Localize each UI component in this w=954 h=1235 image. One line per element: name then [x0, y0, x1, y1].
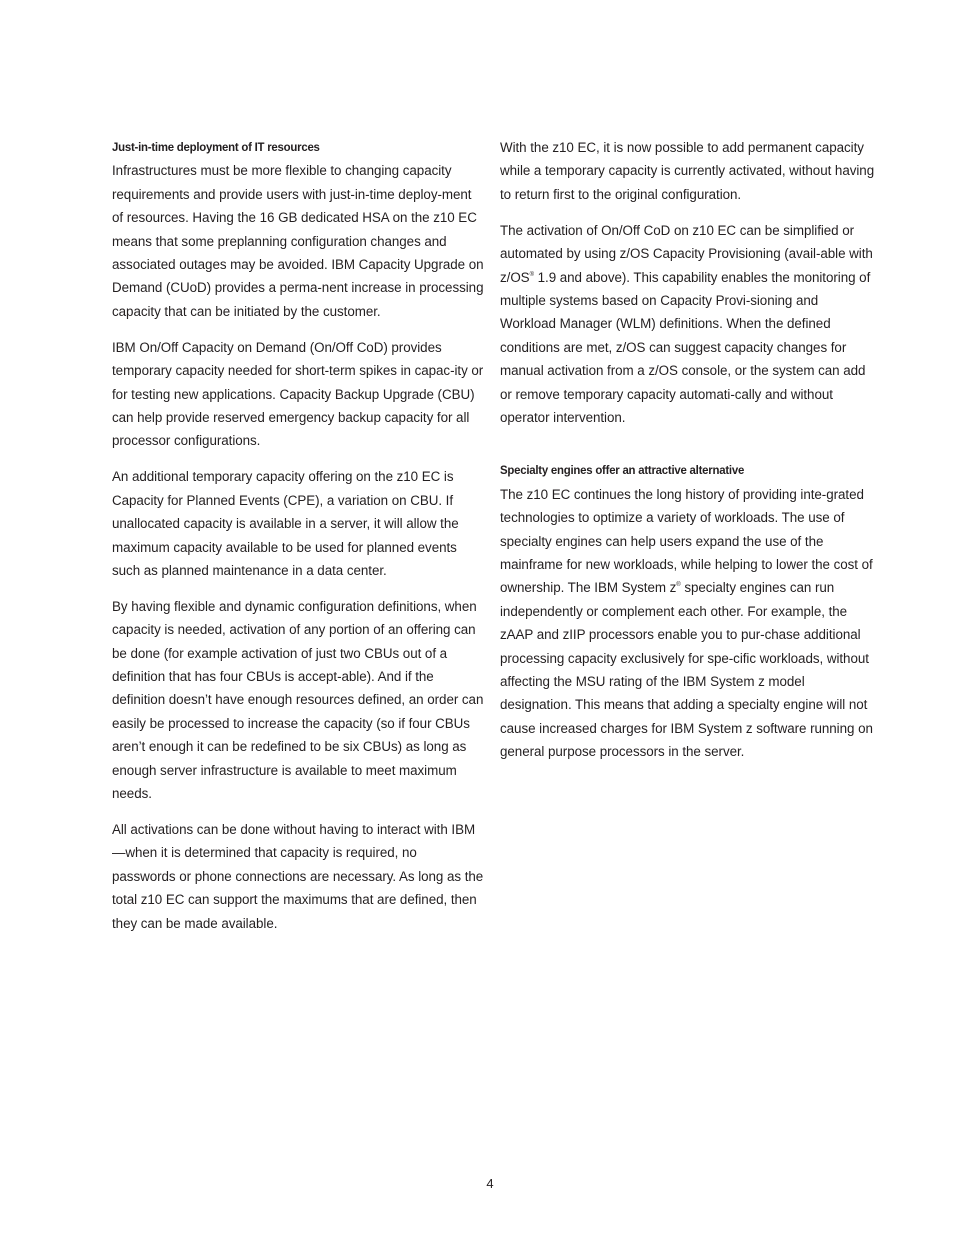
paragraph: With the z10 EC, it is now possible to add permanent capacity while a temporary capacity is currently activated, without having to return first to the original configuration. — [500, 140, 875, 202]
paragraph — [500, 219, 875, 430]
section-heading-specialty-engines: Specialty engines offer an attractive alternative — [500, 463, 745, 478]
paragraph: All activations can be done without having to interact with IBM—when it is determined that capacity is required, no passwords or phone connections are necessary. As long as the total z10 EC can support the maximums that are defined, then they can be made available. — [112, 821, 484, 931]
registered-mark: ® — [676, 582, 681, 589]
paragraph: By having flexible and dynamic configuration definitions, when capacity is needed, activation of any portion of an offering can be done (for example activation of just two CBUs out of a definition that has four CBUs is accept-able). And if the definition doesn’t have enough resources defined, an order can easily be processed to increase the capacity (so if four CBUs aren’t enough it can be redefined to be six CBUs) as long as enough server infrastructure is available to meet maximum needs. — [112, 598, 484, 802]
paragraph — [500, 483, 875, 764]
text-run: The z10 EC continues the long history of providing inte-grated technologies to optimize a variety of workloads. The use of specialty engines can help users expand the use of the mainframe for new workloads, while helping to lower the cost of ownership. The IBM System z — [500, 486, 873, 596]
right-column — [500, 136, 875, 776]
text-run: The activation of On/Off CoD on z10 EC can be simplified or automated by using z/OS Capacity Provisioning (avail-able with z/OS — [500, 222, 873, 285]
section-heading-just-in-time: Just-in-time deployment of IT resources — [112, 140, 320, 154]
text-run: 1.9 and above). This capability enables the monitoring of multiple systems based on Capacity Provi-sioning and Workload Manager (WLM) definitions. When the defined conditions are met, z/OS can suggest capacity changes for manual activation from a z/OS console, or the system can add or remove temporary capacity automati-cally and without operator intervention. — [500, 269, 871, 425]
page-number: 4 — [486, 1176, 494, 1191]
text-run: specialty engines can run independently or complement each other. For example, the zAAP and zIIP processors enable you to pur-chase additional processing capacity exclusively for spe-cific workloads, without affecting the MSU rating of the IBM System z model designation. This means that adding a specialty engine will not cause increased charges for IBM System z software running on general purpose processors in the server. — [500, 580, 873, 760]
left-column — [112, 136, 484, 948]
paragraph: Infrastructures must be more flexible to changing capacity requirements and provide users with just-in-time deploy-ment of resources. Having the 16 GB dedicated HSA on the z10 EC means that some preplanning configuration changes and associated outages may be avoided. IBM Capacity Upgrade on Demand (CUoD) provides a perma-nent increase in processing capacity that can be initiated by the customer. — [112, 163, 484, 319]
paragraph: An additional temporary capacity offering on the z10 EC is Capacity for Planned Events (CPE), a variation on CBU. If unallocated capacity is available in a server, it will allow the maximum capacity available to be used for planned events such as planned maintenance in a data center. — [112, 469, 459, 578]
registered-mark: ® — [529, 271, 534, 278]
paragraph: IBM On/Off Capacity on Demand (On/Off CoD) provides temporary capacity needed for short-term spikes in capac-ity or for testing new applications. Capacity Backup Upgrade (CBU) can help provide reserved emergency backup capacity for all processor configurations. — [112, 339, 484, 449]
